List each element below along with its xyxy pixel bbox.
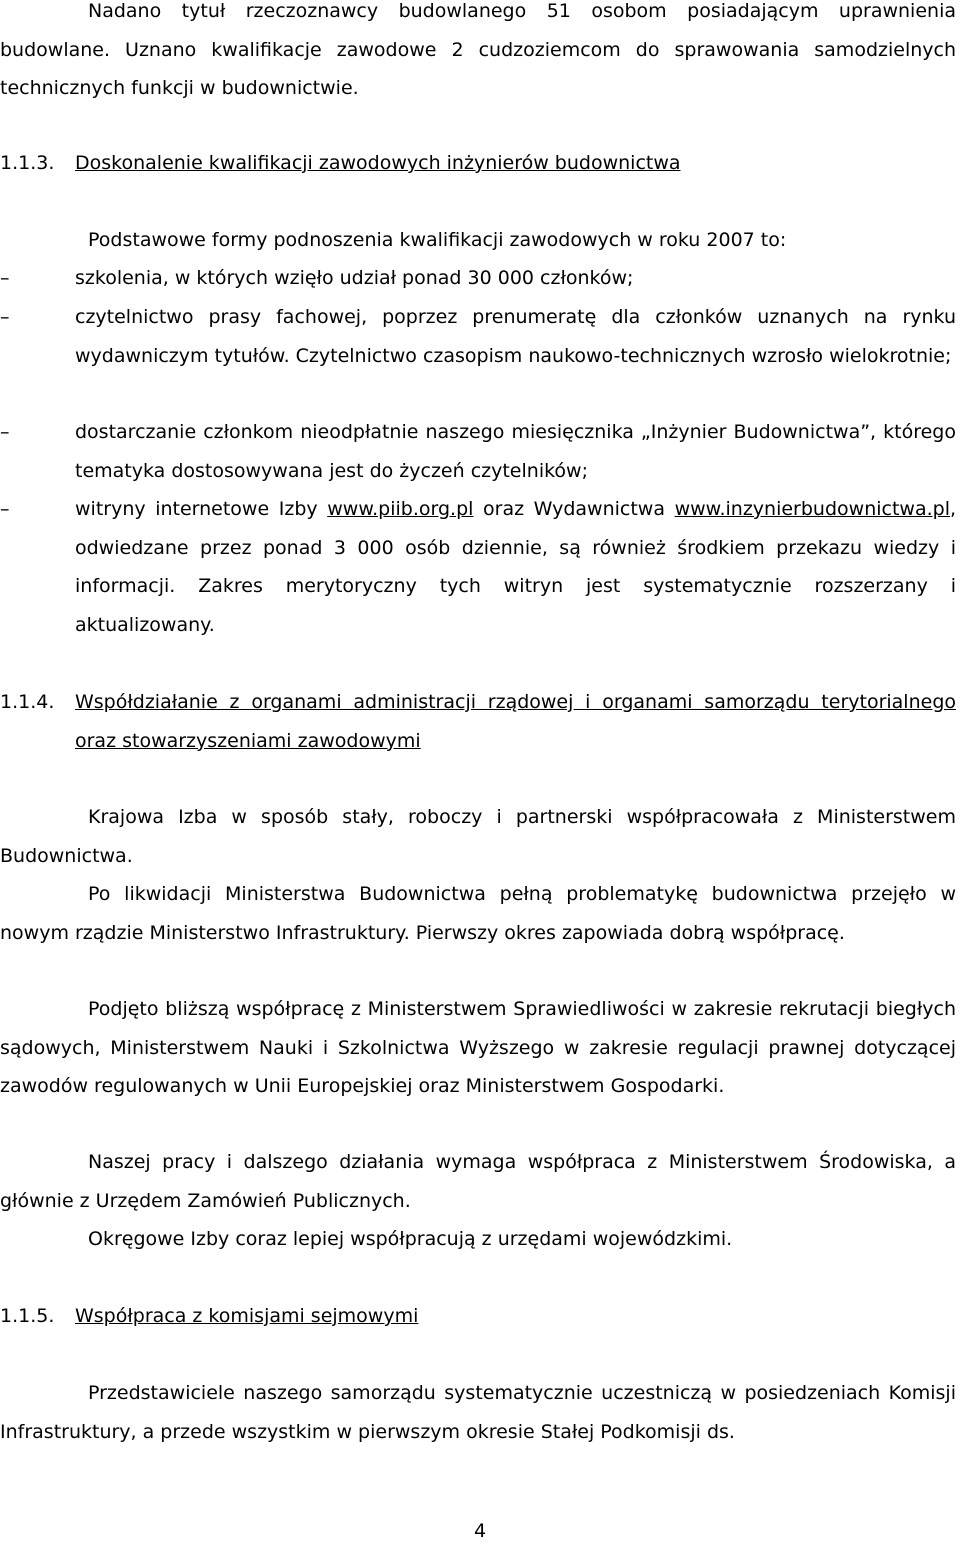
list-item-text-suffix: , odwiedzane przez ponad 3 000 osób dziennie, są również środkiem przekazu wiedzy i informacji. Zakres merytoryczny tych witryn jest systematycznie rozszerzany i aktualizowany. [75,498,957,636]
inzynierbudownictwa-website-link[interactable]: www.inzynierbudownictwa.pl [674,498,950,520]
list-item-text [75,490,956,644]
section-114-paragraph: Okręgowe Izby coraz lepiej współpracują z urzędami wojewódzkimi. [88,1228,733,1250]
section-113-number: 1.1.3. [0,152,55,174]
bullet-dash: – [0,306,10,328]
bullet-dash: – [0,267,10,289]
intro-paragraph: Nadano tytuł rzeczoznawcy budowlanego 51 osobom posiadającym uprawnienia budowlane. Uznano kwalifikacje zawodowe 2 cudzoziemcom do sprawowania samodzielnych technicznych funkcji w budownictwie. [0,0,956,100]
page-number: 4 [473,1520,487,1542]
section-113-heading [0,144,956,183]
list-item-text-prefix: witryny internetowe Izby [75,498,318,520]
section-113-title: Doskonalenie kwalifikacji zawodowych inżynierów budownictwa [75,152,681,174]
list-item-text: czytelnictwo prasy fachowej, poprzez prenumeratę dla członków uznanych na rynku wydawniczym tytułów. Czytelnictwo czasopism naukowo-technicznych wzrosło wielokrotnie; [75,306,956,367]
section-115-paragraph: Przedstawiciele naszego samorządu systematycznie uczestniczą w posiedzeniach Komisji Infrastruktury, a przede wszystkim w pierwszym okresie Stałej Podkomisji ds. [0,1382,956,1443]
list-item-text: dostarczanie członkom nieodpłatnie naszego miesięcznika „Inżynier Budownictwa”, którego tematyka dostosowywana jest do życzeń czytelników; [75,421,956,482]
list-item [0,413,956,490]
section-114-paragraph: Podjęto bliższą współpracę z Ministerstwem Sprawiedliwości w zakresie rekrutacji biegłych sądowych, Ministerstwem Nauki i Szkolnictwa Wyższego w zakresie regulacji prawnej dotyczącej zawodów regulowanych w Unii Europejskiej oraz Ministerstwem Gospodarki. [0,998,956,1098]
section-115-title: Współpraca z komisjami sejmowymi [75,1305,419,1327]
list-item-text: szkolenia, w których wzięło udział ponad 30 000 członków; [75,267,634,289]
section-114-paragraph: Naszej pracy i dalszego działania wymaga współpraca z Ministerstwem Środowiska, a głównie z Urzędem Zamówień Publicznych. [0,1151,956,1212]
section-114-paragraph: Po likwidacji Ministerstwa Budownictwa pełną problematykę budownictwa przejęło w nowym rządzie Ministerstwo Infrastruktury. Pierwszy okres zapowiada dobrą współpracę. [0,883,956,944]
section-115-heading [0,1297,956,1336]
section-115-number: 1.1.5. [0,1305,55,1327]
list-item-text-middle: oraz Wydawnictwa [483,498,665,520]
bullet-dash: – [0,421,10,443]
list-item [0,259,956,298]
section-114-title: Współdziałanie z organami administracji rządowej i organami samorządu terytorialnego oraz stowarzyszeniami zawodowymi [75,691,956,752]
piib-website-link[interactable]: www.piib.org.pl [327,498,474,520]
section-114-heading [0,683,956,760]
list-item [0,298,956,375]
list-item [0,490,956,644]
bullet-dash: – [0,498,10,520]
section-113-lead: Podstawowe formy podnoszenia kwalifikacji zawodowych w roku 2007 to: [88,229,787,251]
section-114-number: 1.1.4. [0,691,55,713]
section-114-paragraph: Krajowa Izba w sposób stały, roboczy i partnerski współpracowała z Ministerstwem Budownictwa. [0,806,956,867]
